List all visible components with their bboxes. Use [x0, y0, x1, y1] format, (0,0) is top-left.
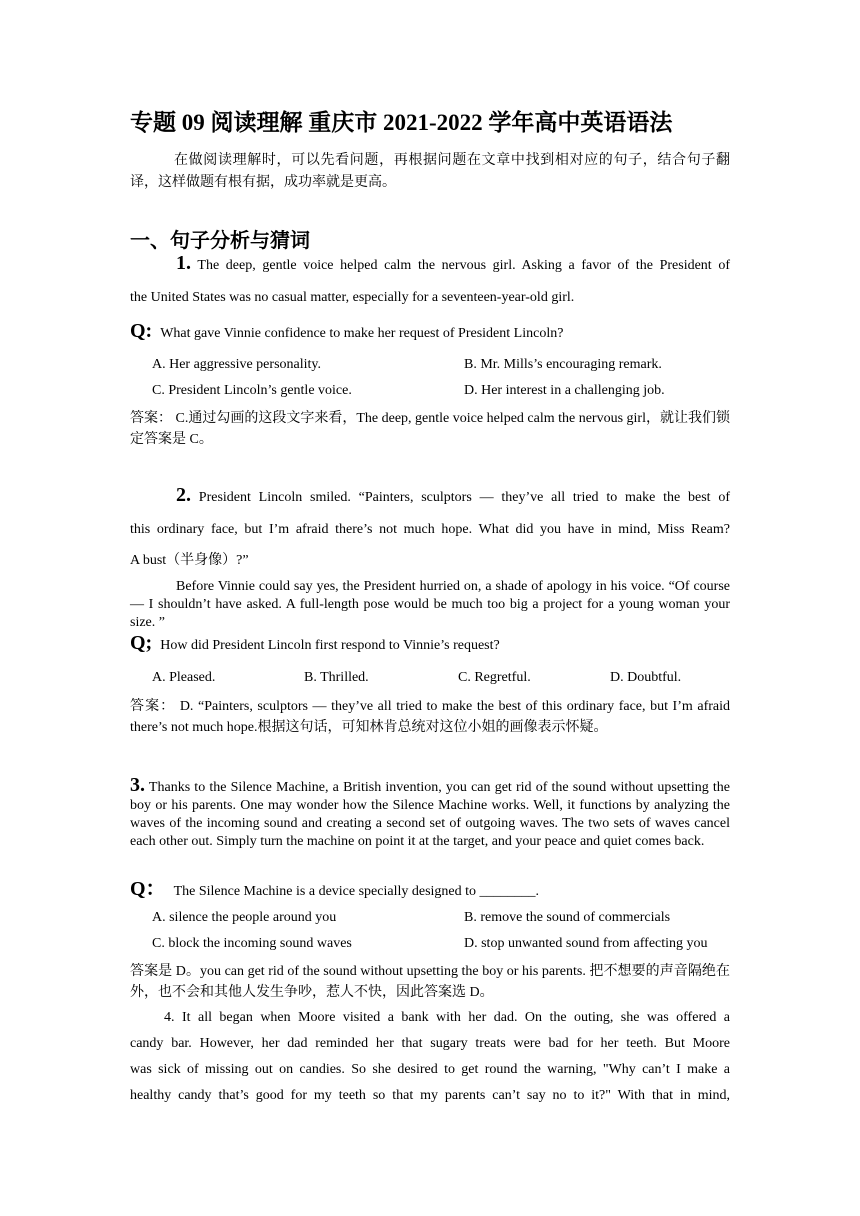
- q1-option-b: B. Mr. Mills’s encouraging remark.: [464, 357, 662, 372]
- q3-option-d: D. stop unwanted sound from affecting you: [464, 936, 708, 951]
- q3-question: Q： The Silence Machine is a device specially designed to ________.: [130, 878, 540, 900]
- q2-option-d: D. Doubtful.: [610, 670, 682, 685]
- q2-question: Q; How did President Lincoln first respond to Vinnie’s request?: [130, 632, 500, 654]
- q2-text-line-3: A bust（半身像）?”: [130, 553, 249, 568]
- q1-question: Q: What gave Vinnie confidence to make her request of President Lincoln?: [130, 320, 564, 342]
- q1-option-d: D. Her interest in a challenging job.: [464, 383, 665, 398]
- q3-answer: 答案是 D。you can get rid of the sound without upsetting the boy or his parents. 把不想要的声音隔绝在外，也不会和其他人发生争吵，惹人不快，因此答案选 D。: [130, 964, 730, 1000]
- q1-option-a: A. Her aggressive personality.: [152, 357, 321, 372]
- q2-answer: 答案： D. “Painters, sculptors — they’ve all tried to make the best of this ordinary face, but I’m afraid there’s not much hope.根据这句话，可知林肯总统对这位小姐的画像表示怀疑。: [130, 699, 730, 735]
- q2-option-b: B. Thrilled.: [304, 670, 369, 685]
- section-heading: 一、句子分析与猜词: [130, 230, 310, 252]
- q4-line-2: candy bar. However, her dad reminded her that sugary treats were bad for her teeth. But Moore: [130, 1036, 730, 1051]
- q1-text-line-2: the United States was no casual matter, especially for a seventeen-year-old girl.: [130, 290, 575, 305]
- intro-paragraph: 在做阅读理解时，可以先看问题，再根据问题在文章中找到相对应的句子，结合句子翻译，这样做题有根有据，成功率就是更高。: [130, 153, 730, 190]
- q2-text-line-1: 2. President Lincoln smiled. “Painters, sculptors — they’ve all tried to make the best of: [176, 484, 730, 506]
- q1-number: 1.: [176, 252, 191, 274]
- q2-paragraph-2: Before Vinnie could say yes, the President hurried on, a shade of apology in his voice. “Of course — I shouldn’t have asked. A full-length pose would be much too big a project for a young woman your size. ”: [130, 579, 730, 630]
- q1-q-mark: Q:: [130, 320, 153, 342]
- q4-line-3: was sick of missing out on candies. So she desired to get round the warning, "Why can’t I make a: [130, 1062, 730, 1077]
- q2-q-mark: Q;: [130, 632, 153, 654]
- q2-option-a: A. Pleased.: [152, 670, 216, 685]
- q1-option-c: C. President Lincoln’s gentle voice.: [152, 383, 352, 398]
- q3-number: 3.: [130, 774, 145, 796]
- q3-option-a: A. silence the people around you: [152, 910, 337, 925]
- q2-text-line-2: this ordinary face, but I’m afraid there’s not much hope. What did you have in mind, Miss Ream?: [130, 522, 730, 537]
- q3-q-mark: Q：: [130, 878, 166, 900]
- q4-line-4: healthy candy that’s good for my teeth so that my parents can’t say no to it?" With that in mind,: [130, 1088, 730, 1103]
- q2-option-c: C. Regretful.: [458, 670, 531, 685]
- q1-text-line-1: 1. The deep, gentle voice helped calm the nervous girl. Asking a favor of the President of: [176, 252, 730, 274]
- q2-number: 2.: [176, 484, 191, 506]
- q3-paragraph: 3. Thanks to the Silence Machine, a British invention, you can get rid of the sound without upsetting the boy or his parents. One may wonder how the Silence Machine works. Well, it functions by analyzing the waves of the incoming sound and creating a second set of outgoing waves. The two sets of waves cancel each other out. Simply turn the machine on point it at the target, and your peace and quiet comes back.: [130, 774, 730, 849]
- q4-line-1: 4. It all began when Moore visited a bank with her dad. On the outing, she was offered a: [164, 1010, 730, 1025]
- page-title: 专题 09 阅读理解 重庆市 2021-2022 学年高中英语语法: [130, 110, 673, 135]
- q3-option-b: B. remove the sound of commercials: [464, 910, 671, 925]
- q3-option-c: C. block the incoming sound waves: [152, 936, 352, 951]
- q1-answer: 答案： C.通过勾画的这段文字来看，The deep, gentle voice helped calm the nervous girl，就让我们锁定答案是 C。: [130, 411, 730, 447]
